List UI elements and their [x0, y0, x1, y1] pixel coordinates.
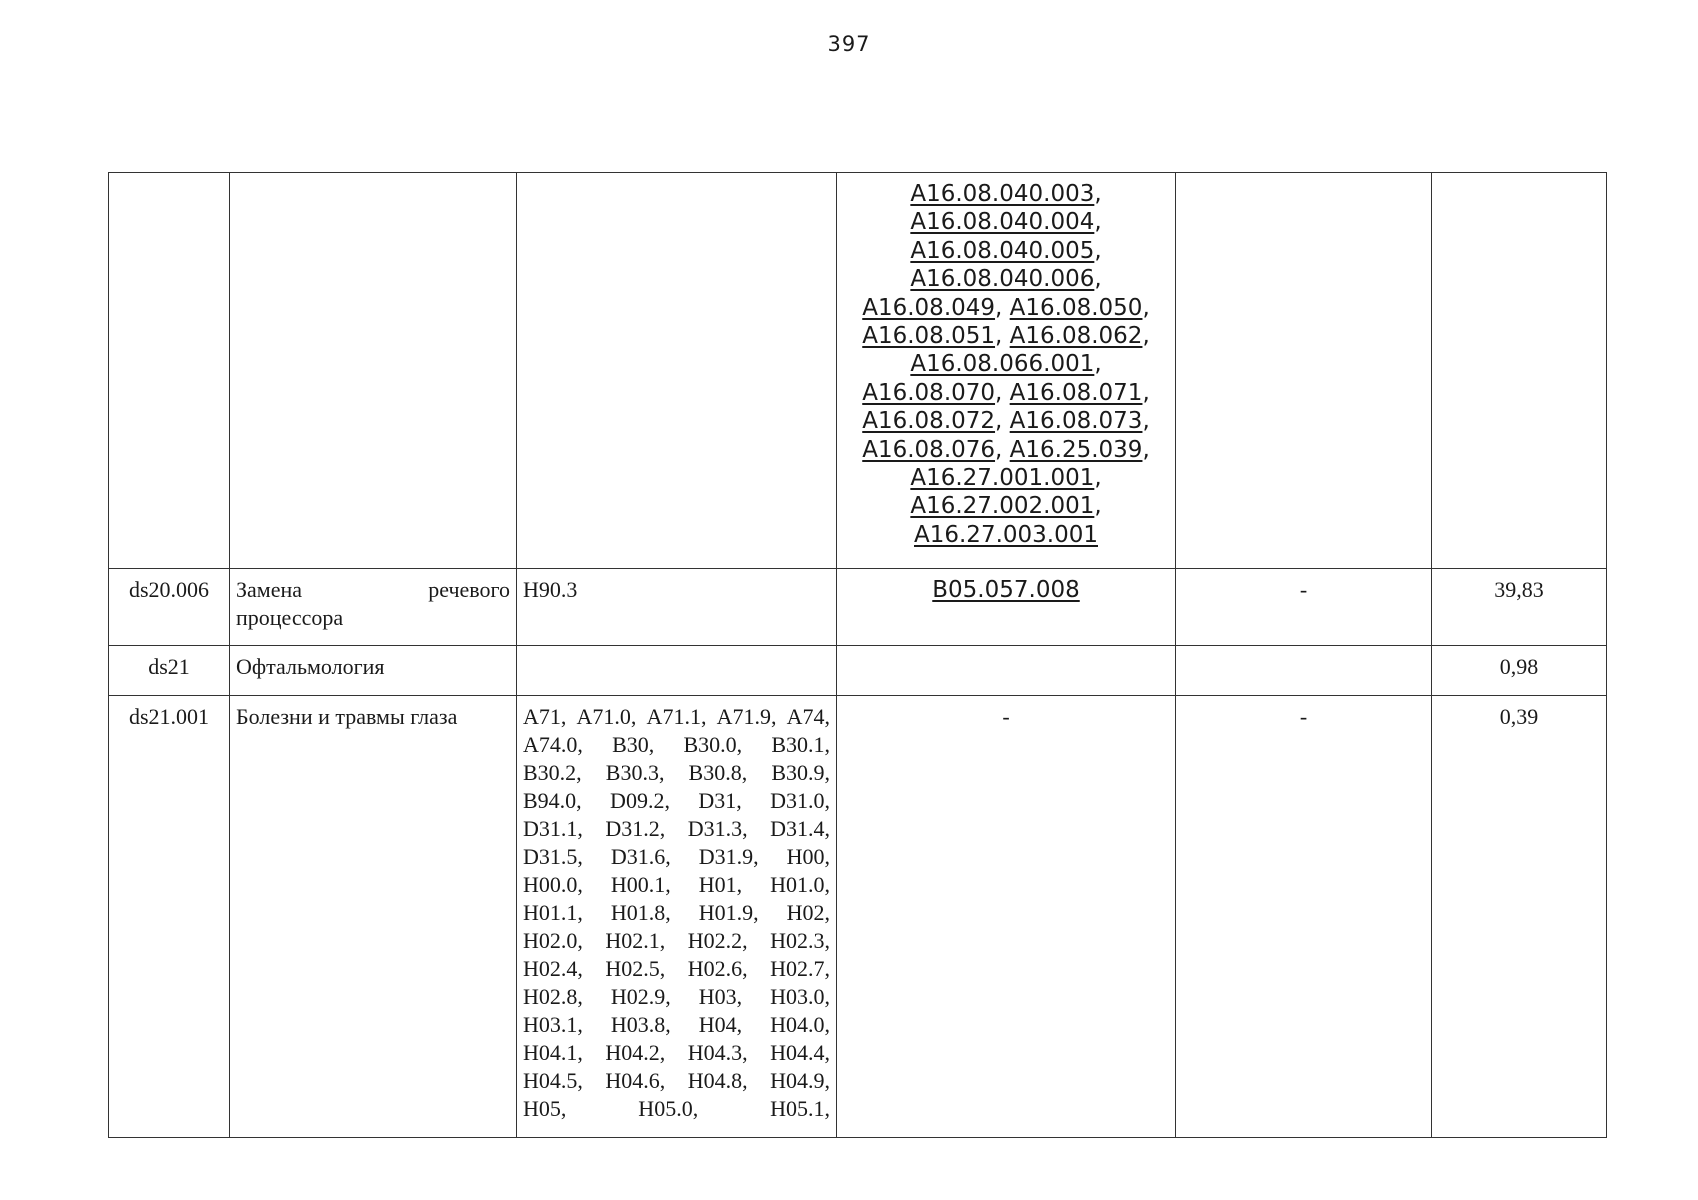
page-number: 397: [827, 32, 871, 56]
cell-name: Болезни и травмы глаза: [230, 696, 517, 1138]
cell-coefficient: 0,98: [1432, 646, 1607, 696]
table-row: [109, 646, 1607, 696]
name-first-line: [236, 576, 510, 604]
service-code-link[interactable]: A16.08.050: [1009, 294, 1143, 321]
cell-name: [230, 569, 517, 646]
service-code-line: A16.08.072, A16.08.073,: [862, 408, 1150, 435]
service-code-link[interactable]: A16.08.062: [1009, 323, 1143, 350]
cell-diagnoses: A71, A71.0, A71.1, A71.9, A74, A74.0, B30, B30.0, B30.1, B30.2, B30.3, B30.8, B30.9, B94.0, D09.2, D31, D31.0, D31.1, D31.2, D31.3, D31.4, D31.5, D31.6, D31.9, H00, H00.0, H00.1, H01, H01.0, H01.1, H01.8, H01.9, H02, H02.0, H02.1, H02.2, H02.3, H02.4, H02.5, H02.6, H02.7, H02.8, H02.9, H03, H03.0, H03.1, H03.8, H04, H04.0, H04.1, H04.2, H04.3, H04.4, H04.5, H04.6, H04.8, H04.9, H05, H05.0, H05.1,: [517, 696, 837, 1138]
service-code-line: A16.08.076, A16.25.039,: [862, 436, 1150, 463]
service-code-line: A16.27.001.001,: [910, 465, 1102, 492]
service-code-link[interactable]: A16.08.076: [862, 436, 996, 463]
cell-coefficient: [1432, 173, 1607, 569]
name-word: Замена: [236, 577, 303, 602]
cell-diagnoses: [517, 173, 837, 569]
cell-extra-criteria: -: [1176, 696, 1432, 1138]
cell-code: ds21.001: [109, 696, 230, 1138]
service-code-link[interactable]: A16.08.040.003: [910, 181, 1095, 207]
service-code-line: A16.08.040.004,: [910, 209, 1102, 236]
service-code-link[interactable]: A16.27.003.001: [914, 521, 1098, 548]
cell-code: [109, 173, 230, 569]
name-word: речевого: [428, 577, 510, 602]
service-code-link[interactable]: A16.08.040.004: [910, 209, 1095, 236]
service-code-link[interactable]: A16.08.066.001: [910, 351, 1095, 378]
service-code-line: A16.08.040.003,: [910, 181, 1102, 207]
table-row: [109, 569, 1607, 646]
cell-extra-criteria: -: [1176, 569, 1432, 646]
service-code-link[interactable]: A16.08.051: [862, 323, 996, 350]
table-row-continuation: [109, 173, 1607, 569]
cell-code: ds21: [109, 646, 230, 696]
cell-diagnoses: [517, 646, 837, 696]
service-code-link[interactable]: A16.08.070: [862, 379, 996, 406]
cell-extra-criteria: [1176, 646, 1432, 696]
service-code-link[interactable]: A16.08.073: [1009, 408, 1143, 435]
cell-coefficient: 0,39: [1432, 696, 1607, 1138]
service-code-line: A16.08.051, A16.08.062,: [862, 323, 1150, 350]
service-code-link[interactable]: A16.08.072: [862, 408, 996, 435]
service-code-link[interactable]: A16.08.040.006: [910, 266, 1095, 293]
service-code-link[interactable]: A16.27.002.001: [910, 493, 1095, 520]
cell-service-codes: -: [837, 696, 1176, 1138]
service-code-line: A16.27.002.001,: [910, 493, 1102, 520]
service-code-link[interactable]: A16.08.049: [862, 294, 996, 321]
cell-service-codes: [837, 173, 1176, 569]
service-code-line: [843, 521, 1169, 549]
cell-extra-criteria: [1176, 173, 1432, 569]
cell-name: [230, 173, 517, 569]
cell-service-codes: [837, 569, 1176, 646]
service-code-link[interactable]: A16.25.039: [1009, 436, 1143, 463]
service-code-link[interactable]: A16.08.071: [1009, 379, 1143, 406]
cell-diagnoses: H90.3: [517, 569, 837, 646]
service-code-line: A16.08.049, A16.08.050,: [862, 294, 1150, 321]
cell-coefficient: 39,83: [1432, 569, 1607, 646]
table-row: [109, 696, 1607, 1138]
service-code-line: A16.08.040.005,: [910, 237, 1102, 264]
cell-code: ds20.006: [109, 569, 230, 646]
cell-name: Офтальмология: [230, 646, 517, 696]
tariff-table: [108, 172, 1607, 1138]
service-code-line: A16.08.070, A16.08.071,: [862, 379, 1150, 406]
service-code-line: A16.08.040.006,: [910, 266, 1102, 293]
service-code-link[interactable]: B05.057.008: [932, 577, 1080, 603]
service-code-line: A16.08.066.001,: [910, 351, 1102, 378]
service-code-link[interactable]: A16.08.040.005: [910, 237, 1095, 264]
cell-service-codes: [837, 646, 1176, 696]
service-code-link[interactable]: A16.27.001.001: [910, 465, 1095, 492]
name-second-line: процессора: [236, 605, 344, 630]
